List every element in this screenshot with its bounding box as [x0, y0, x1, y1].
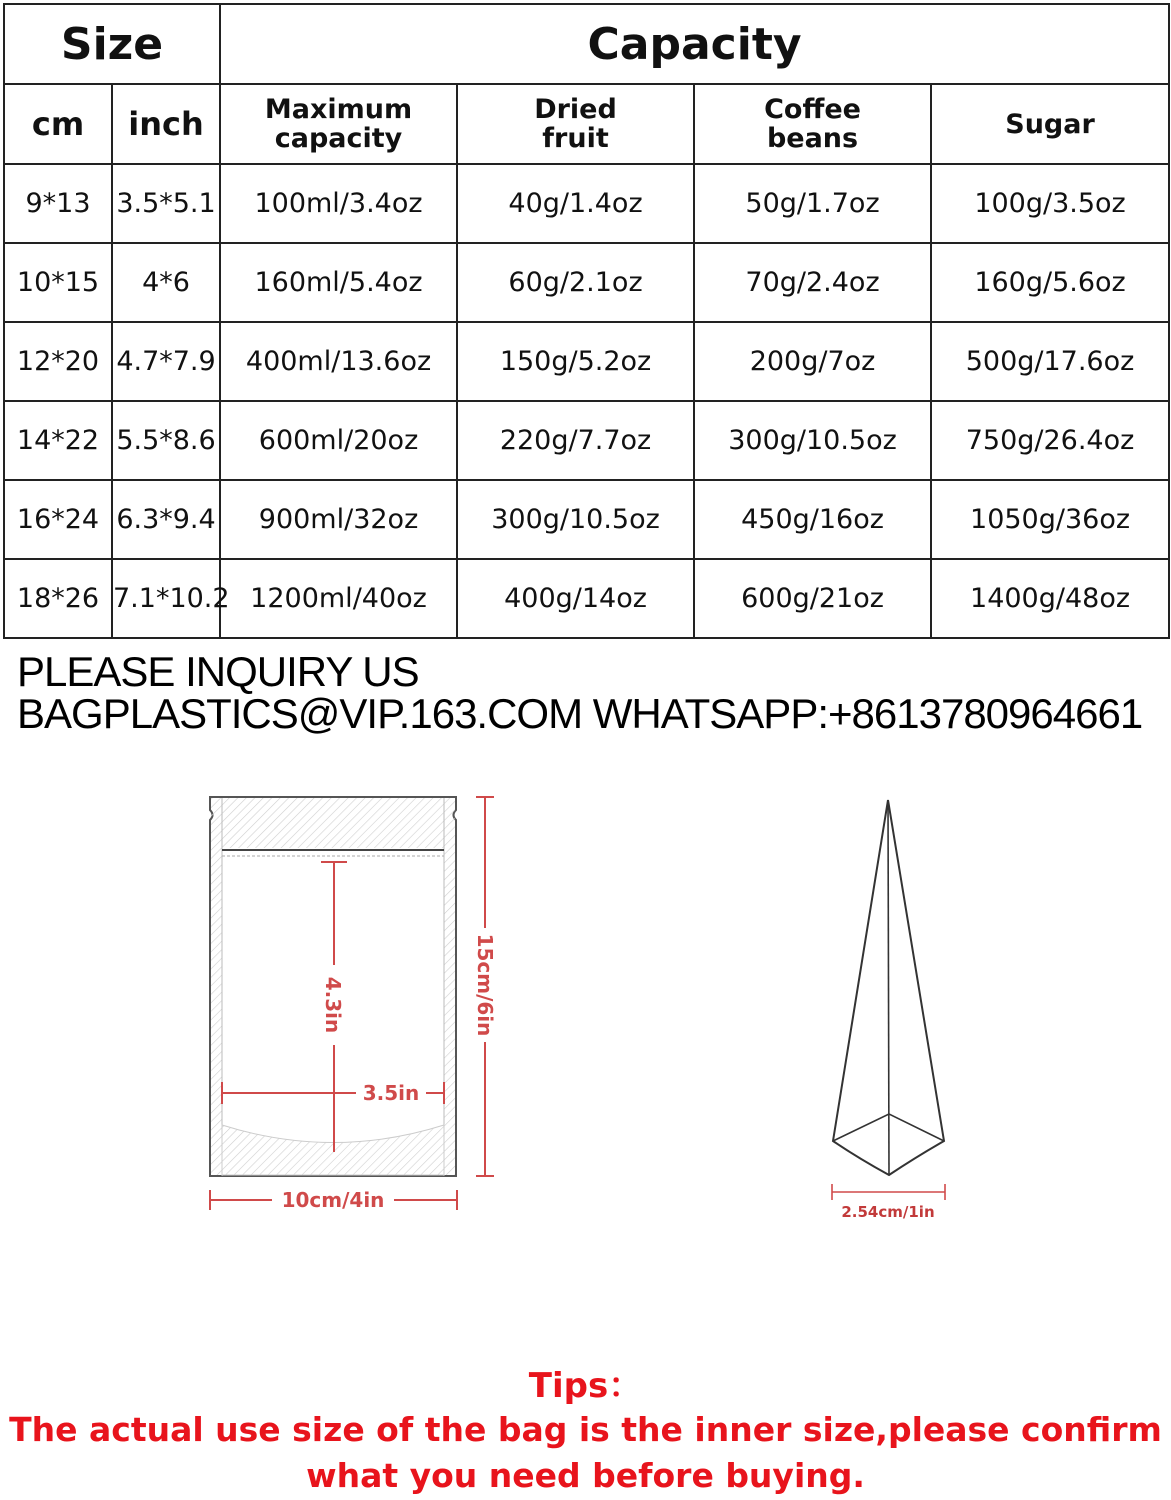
cell-dried-fruit: 60g/2.1oz [457, 243, 694, 322]
cell-inch: 3.5*5.1 [112, 164, 220, 243]
total-width-label: 10cm/4in [281, 1188, 385, 1212]
column-header-inch: inch [112, 84, 220, 164]
capacity-header: Capacity [220, 4, 1169, 84]
cell-coffee-beans: 50g/1.7oz [694, 164, 931, 243]
column-header-cm: cm [4, 84, 112, 164]
size-header: Size [4, 4, 220, 84]
cell-cm: 18*26 [4, 559, 112, 638]
total-height-label: 15cm/6in [473, 933, 497, 1037]
cell-cm: 14*22 [4, 401, 112, 480]
cell-cm: 16*24 [4, 480, 112, 559]
cell-dried-fruit: 40g/1.4oz [457, 164, 694, 243]
cell-max-capacity: 400ml/13.6oz [220, 322, 457, 401]
cell-dried-fruit: 150g/5.2oz [457, 322, 694, 401]
cell-max-capacity: 160ml/5.4oz [220, 243, 457, 322]
contact-details: BAGPLASTICS@VIP.163.COM WHATSAPP:+8613780964661 [17, 690, 1143, 737]
cell-inch: 6.3*9.4 [112, 480, 220, 559]
cell-inch: 7.1*10.2 [112, 559, 220, 638]
cell-inch: 4*6 [112, 243, 220, 322]
cell-inch: 5.5*8.6 [112, 401, 220, 480]
tips-title: Tips： [528, 1366, 643, 1406]
cell-dried-fruit: 220g/7.7oz [457, 401, 694, 480]
cell-coffee-beans: 450g/16oz [694, 480, 931, 559]
cell-coffee-beans: 70g/2.4oz [694, 243, 931, 322]
cell-dried-fruit: 300g/10.5oz [457, 480, 694, 559]
cell-sugar: 1400g/48oz [931, 559, 1169, 638]
cell-sugar: 100g/3.5oz [931, 164, 1169, 243]
cell-max-capacity: 1200ml/40oz [220, 559, 457, 638]
inner-height-label: 4.3in [321, 976, 345, 1034]
cell-coffee-beans: 600g/21oz [694, 559, 931, 638]
column-header-max-capacity: Maximum capacity [220, 84, 457, 164]
cell-sugar: 1050g/36oz [931, 480, 1169, 559]
inner-width-label: 3.5in [362, 1081, 420, 1105]
gusset-dimension [832, 1184, 945, 1200]
cell-max-capacity: 100ml/3.4oz [220, 164, 457, 243]
cell-max-capacity: 600ml/20oz [220, 401, 457, 480]
column-header-sugar: Sugar [931, 84, 1169, 164]
cell-cm: 12*20 [4, 322, 112, 401]
cell-sugar: 500g/17.6oz [931, 322, 1169, 401]
tips-line-1: The actual use size of the bag is the inner size,please confirm [9, 1410, 1162, 1449]
column-header-dried-fruit: Dried fruit [457, 84, 694, 164]
cell-coffee-beans: 300g/10.5oz [694, 401, 931, 480]
tips-line-2: what you need before buying. [306, 1456, 865, 1495]
cell-coffee-beans: 200g/7oz [694, 322, 931, 401]
cell-cm: 9*13 [4, 164, 112, 243]
cell-max-capacity: 900ml/32oz [220, 480, 457, 559]
bag-side-outline [833, 800, 944, 1175]
cell-sugar: 750g/26.4oz [931, 401, 1169, 480]
cell-sugar: 160g/5.6oz [931, 243, 1169, 322]
inquiry-heading: PLEASE INQUIRY US [17, 648, 419, 695]
column-header-coffee-beans: Coffee beans [694, 84, 931, 164]
cell-cm: 10*15 [4, 243, 112, 322]
cell-inch: 4.7*7.9 [112, 322, 220, 401]
cell-dried-fruit: 400g/14oz [457, 559, 694, 638]
gusset-label: 2.54cm/1in [841, 1203, 935, 1221]
